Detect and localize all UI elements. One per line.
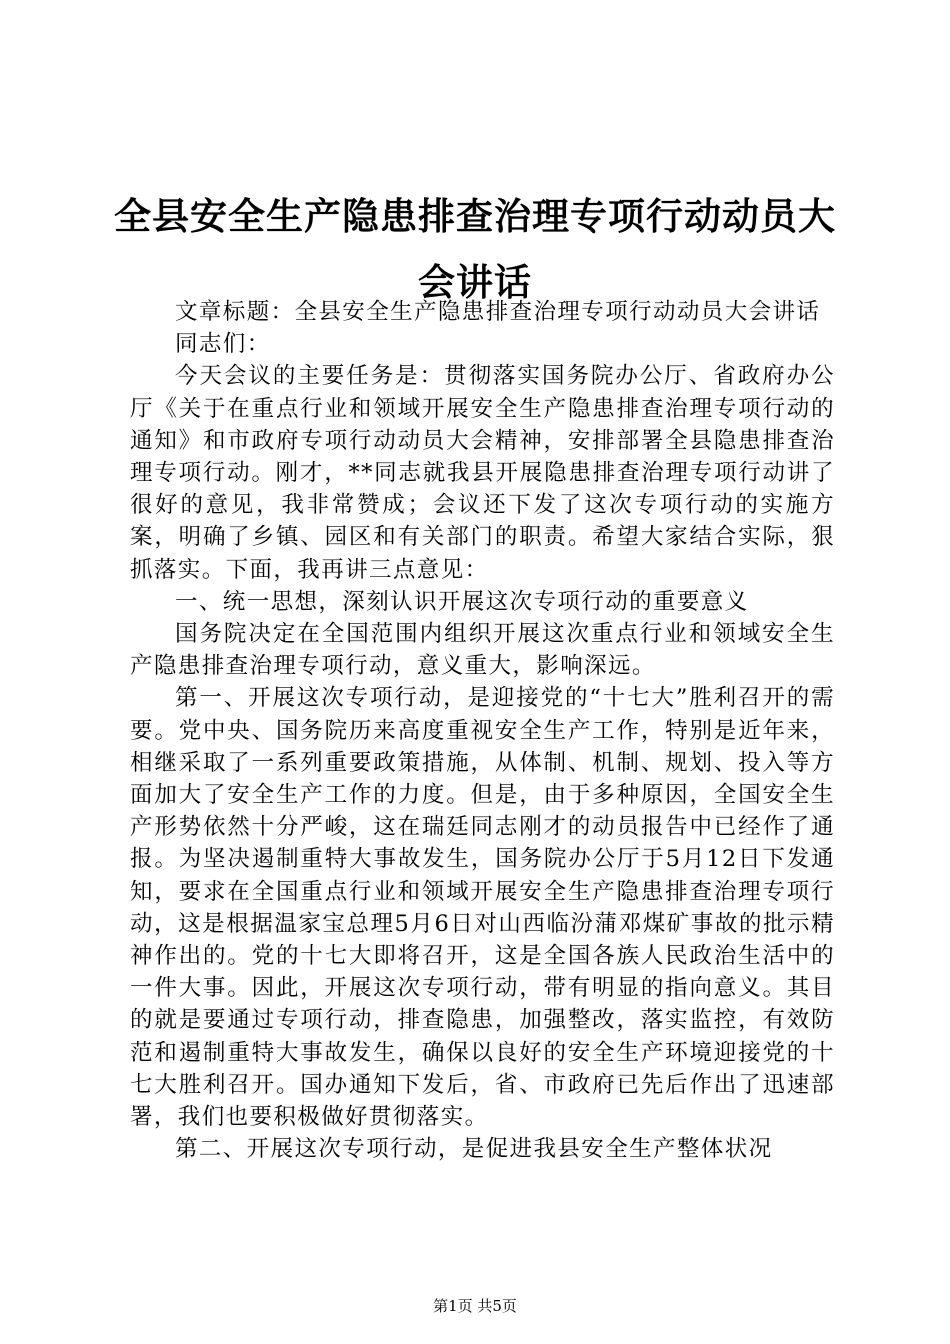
section-heading-1: 一、统一思想，深刻认识开展这次专项行动的重要意义 [175,588,749,615]
paragraph-salutation: 同志们： [175,331,271,358]
paragraph-point-two: 第二、开展这次专项行动，是促进我县安全生产整体状况 [175,1136,773,1163]
document-title: 全县安全生产隐患排查治理专项行动动员大会讲话 [114,194,836,304]
paragraph-meeting-task: 今天会议的主要任务是：贯彻落实国务院办公厅、省政府办公厅《关于在重点行业和领域开展安全生产隐患排查治理专项行动的通知》和市政府专项行动动员大会精神，安排部署全县隐患排查治理专项行动。刚才，**同志就我县开展隐患排查治理专项行动讲了很好的意见，我非常赞成；会议还下发了这次专项行动的实施方案，明确了乡镇、园区和有关部门的职责。希望大家结合实际，狠抓落实。下面，我再讲三点意见： [130,363,835,583]
paragraph-significance: 国务院决定在全国范围内组织开展这次重点行业和领域安全生产隐患排查治理专项行动，意义重大，影响深远。 [130,621,835,680]
paragraph-point-one: 第一、开展这次专项行动，是迎接党的“十七大”胜利召开的需要。党中央、国务院历来高度重视安全生产工作，特别是近年来，相继采取了一系列重要政策措施，从体制、机制、规划、投入等方面加大了安全生产工作的力度。但是，由于多种原因，全国安全生产形势依然十分严峻，这在瑞廷同志刚才的动员报告中已经作了通报。为坚决遏制重特大事故发生，国务院办公厅于5月12日下发通知，要求在全国重点行业和领域开展安全生产隐患排查治理专项行动，这是根据温家宝总理5月6日对山西临汾蒲邓煤矿事故的批示精神作出的。党的十七大即将召开，这是全国各族人民政治生活中的一件大事。因此，开展这次专项行动，带有明显的指向意义。其目的就是要通过专项行动，排查隐患，加强整改，落实监控，有效防范和遏制重特大事故发生，确保以良好的安全生产环境迎接党的十七大胜利召开。国办通知下发后，省、市政府已先后作出了迅速部署，我们也要积极做好贯彻落实。 [130,685,835,1131]
page-footer: 第1页 共5页 [433,1297,517,1315]
document-body [130,296,835,1165]
paragraph-article-title: 文章标题：全县安全生产隐患排查治理专项行动动员大会讲话 [175,299,821,325]
